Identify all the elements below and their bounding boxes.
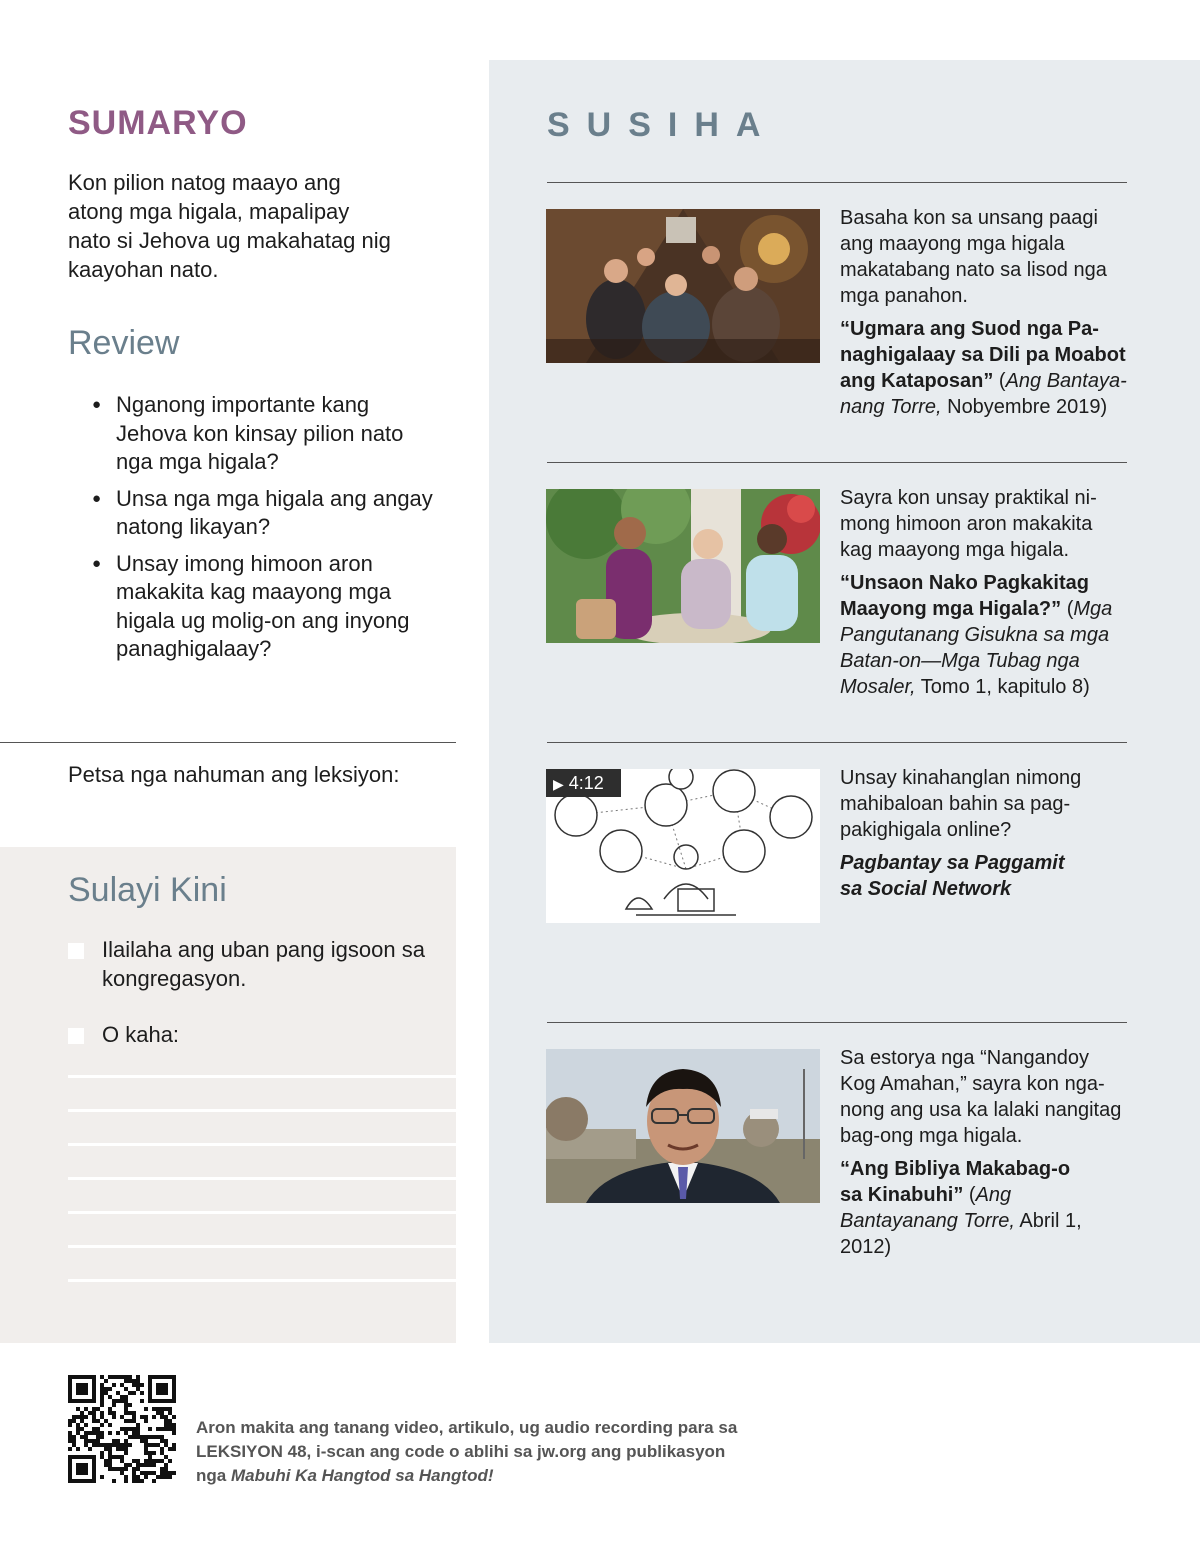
review-question: ● Unsay imong himoon aron makakita kag maayong mga higala ug molig-on ang inyong panaghigalaay? — [92, 550, 437, 664]
completion-date-label: Petsa nga nahuman ang leksiyon: — [68, 762, 400, 787]
research-description: Basaha kon sa unsang paagi ang maayong mga higala makatabang nato sa lisod nga mga panahon. — [840, 207, 1107, 307]
research-publication: Mga Pangutanang Gisukna sa mga Batan-on—Mga Tubag nga Mosaler, — [840, 598, 1113, 698]
research-publication: Ang Bantayanang Torre, — [840, 370, 1127, 418]
research-reference-title: “Ugmara ang Suod nga Panaghigalaay sa Dili pa Moabot ang Kataposan” — [840, 318, 1126, 392]
footer-note: Aron makita ang tanang video, artikulo, ug audio recording para sa LEKSIYON 48, i-scan ang code o ablihi sa jw.org ang publikasyon nga Mabuhi Ka Hangtod sa Hangtod! — [196, 1418, 738, 1485]
summary-text: Kon pilion natog maayo ang atong mga higala, mapalipay nato si Jehova ug makahatag nig kaayohan nato. — [68, 170, 391, 282]
review-question: ● Unsa nga mga higala ang angay natong likayan? — [92, 485, 437, 542]
qr-code[interactable] — [68, 1375, 176, 1483]
research-description: Sayra kon unsay praktikal nimong himoon aron makakita kag maayong mga higala. — [840, 487, 1097, 561]
research-title: SUSIHA — [547, 106, 778, 144]
writing-line[interactable] — [68, 1279, 456, 1282]
research-image-friends-talking[interactable] — [546, 489, 820, 643]
divider — [547, 182, 1127, 183]
try-it-title: Sulayi Kini — [68, 871, 227, 909]
research-reference-link[interactable]: “Unsaon Nako Pagkakitag Maayong mga Higala?” (Mga Pangutanang Gisukna sa mga Batan-on—Mga Tubag nga Mosaler, Tomo 1, kapitulo 8) — [840, 572, 1113, 698]
research-reference-link[interactable]: “Ang Bibliya Makabag-o sa Kinabuhi” (Ang Bantayanang Torre, Abril 1, 2012) — [840, 1158, 1082, 1258]
review-list — [92, 391, 437, 672]
research-description: Sa estorya nga “Nangandoy Kog Amahan,” sayra kon nganong ang usa ka lalaki nangitag bag-ong mga higala. — [840, 1047, 1122, 1147]
research-reference-title: “Ang Bibliya Makabag-o sa Kinabuhi” — [840, 1158, 1071, 1206]
video-duration-badge: ▶ 4:12 — [546, 769, 621, 797]
divider — [547, 462, 1127, 463]
research-reference-title: “Unsaon Nako Pagkakitag Maayong mga Higala?” — [840, 572, 1089, 620]
writing-line[interactable] — [68, 1075, 456, 1078]
writing-line[interactable] — [68, 1177, 456, 1180]
summary-title: SUMARYO — [68, 104, 248, 142]
review-question: ● Nganong importante kang Jehova kon kinsay pilion nato nga mga higala? — [92, 391, 437, 477]
research-reference-link[interactable]: “Ugmara ang Suod nga Panaghigalaay sa Dili pa Moabot ang Kataposan” (Ang Bantayanang Torre, Nobyembre 2019) — [840, 318, 1127, 418]
play-icon: ▶ — [553, 776, 564, 792]
divider — [0, 742, 456, 743]
divider — [547, 1022, 1127, 1023]
checkbox[interactable] — [68, 943, 84, 959]
writing-line[interactable] — [68, 1211, 456, 1214]
writing-line[interactable] — [68, 1245, 456, 1248]
divider — [547, 742, 1127, 743]
research-publication: Ang Bantayanang Torre, — [840, 1184, 1015, 1232]
research-image-man-portrait[interactable] — [546, 1049, 820, 1203]
try-it-item: Ilailaha ang uban pang igsoon sa kongregasyon. — [102, 937, 425, 991]
research-image-group-attic[interactable] — [546, 209, 820, 363]
research-description: Unsay kinahanglan nimong mahibaloan bahin sa pagpakighigala online? — [840, 767, 1082, 841]
research-video-link[interactable]: Pagbantay sa Paggamit sa Social Network — [840, 852, 1065, 900]
writing-line[interactable] — [68, 1143, 456, 1146]
try-it-item: O kaha: — [102, 1022, 180, 1047]
try-it-panel — [0, 847, 456, 1343]
footer-publication-title: Mabuhi Ka Hangtod sa Hangtod! — [230, 1466, 494, 1485]
checkbox[interactable] — [68, 1028, 84, 1044]
writing-line[interactable] — [68, 1109, 456, 1112]
review-title: Review — [68, 324, 180, 362]
